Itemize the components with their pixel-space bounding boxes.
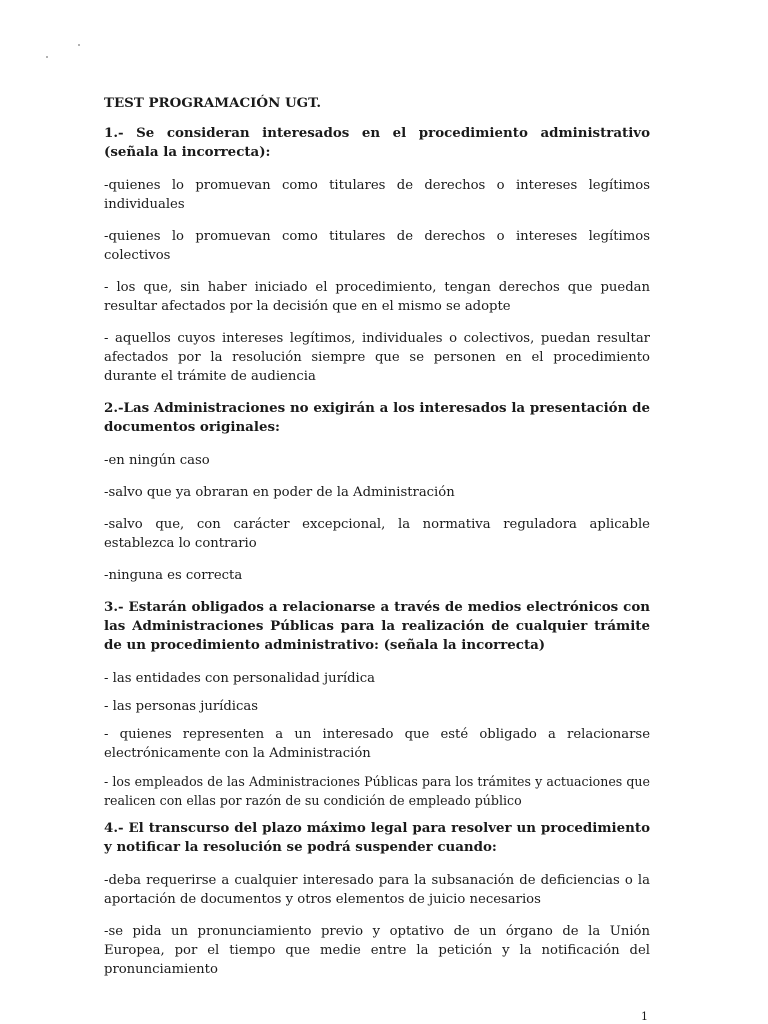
question-1-option-1: -quienes lo promuevan como titulares de derechos o intereses legítimos individuales	[104, 178, 650, 212]
document-title: TEST PROGRAMACIÓN UGT.	[104, 95, 321, 111]
page-number: 1	[641, 1010, 648, 1023]
question-1: 1.- Se consideran interesados en el procedimiento administrativo (señala la incorrecta):	[104, 125, 650, 160]
question-3-option-3: - quienes representen a un interesado que esté obligado a relacionarse electrónicamente con la Administración	[104, 727, 650, 761]
question-2: 2.-Las Administraciones no exigirán a los interesados la presentación de documentos originales:	[104, 400, 650, 435]
question-4-option-1: -deba requerirse a cualquier interesado para la subsanación de deficiencias o la aportación de documentos y otros elementos de juicio necesarios	[104, 873, 650, 907]
question-3-option-2: - las personas jurídicas	[104, 699, 259, 714]
question-4-option-2: -se pida un pronunciamiento previo y optativo de un órgano de la Unión Europea, por el tiempo que medie entre la petición y la notificación del pronunciamiento	[104, 924, 650, 977]
scan-speck	[46, 56, 48, 58]
question-3-option-1: - las entidades con personalidad jurídica	[104, 671, 376, 686]
question-1-option-3: - los que, sin haber iniciado el procedimiento, tengan derechos que puedan resultar afectados por la decisión que en el mismo se adopte	[104, 280, 650, 314]
question-1-option-4: - aquellos cuyos intereses legítimos, individuales o colectivos, puedan resultar afectados por la resolución siempre que se personen en el procedimiento durante el trámite de audiencia	[104, 331, 650, 384]
question-3: 3.- Estarán obligados a relacionarse a través de medios electrónicos con las Administraciones Públicas para la realización de cualquier trámite de un procedimiento administrativo: (señala la incorrecta)	[104, 599, 650, 653]
question-4: 4.- El transcurso del plazo máximo legal para resolver un procedimiento y notificar la resolución se podrá suspender cuando:	[104, 820, 650, 855]
document-body	[104, 94, 650, 992]
question-2-option-4: -ninguna es correcta	[104, 568, 243, 583]
question-3-option-4: - los empleados de las Administraciones Públicas para los trámites y actuaciones que realicen con ellas por razón de su condición de empleado público	[104, 774, 650, 808]
scan-speck	[78, 44, 80, 46]
question-2-option-1: -en ningún caso	[104, 453, 210, 468]
question-2-option-2: -salvo que ya obraran en poder de la Administración	[104, 485, 455, 500]
question-1-option-2: -quienes lo promuevan como titulares de derechos o intereses legítimos colectivos	[104, 229, 650, 263]
question-2-option-3: -salvo que, con carácter excepcional, la normativa reguladora aplicable establezca lo contrario	[104, 517, 650, 551]
